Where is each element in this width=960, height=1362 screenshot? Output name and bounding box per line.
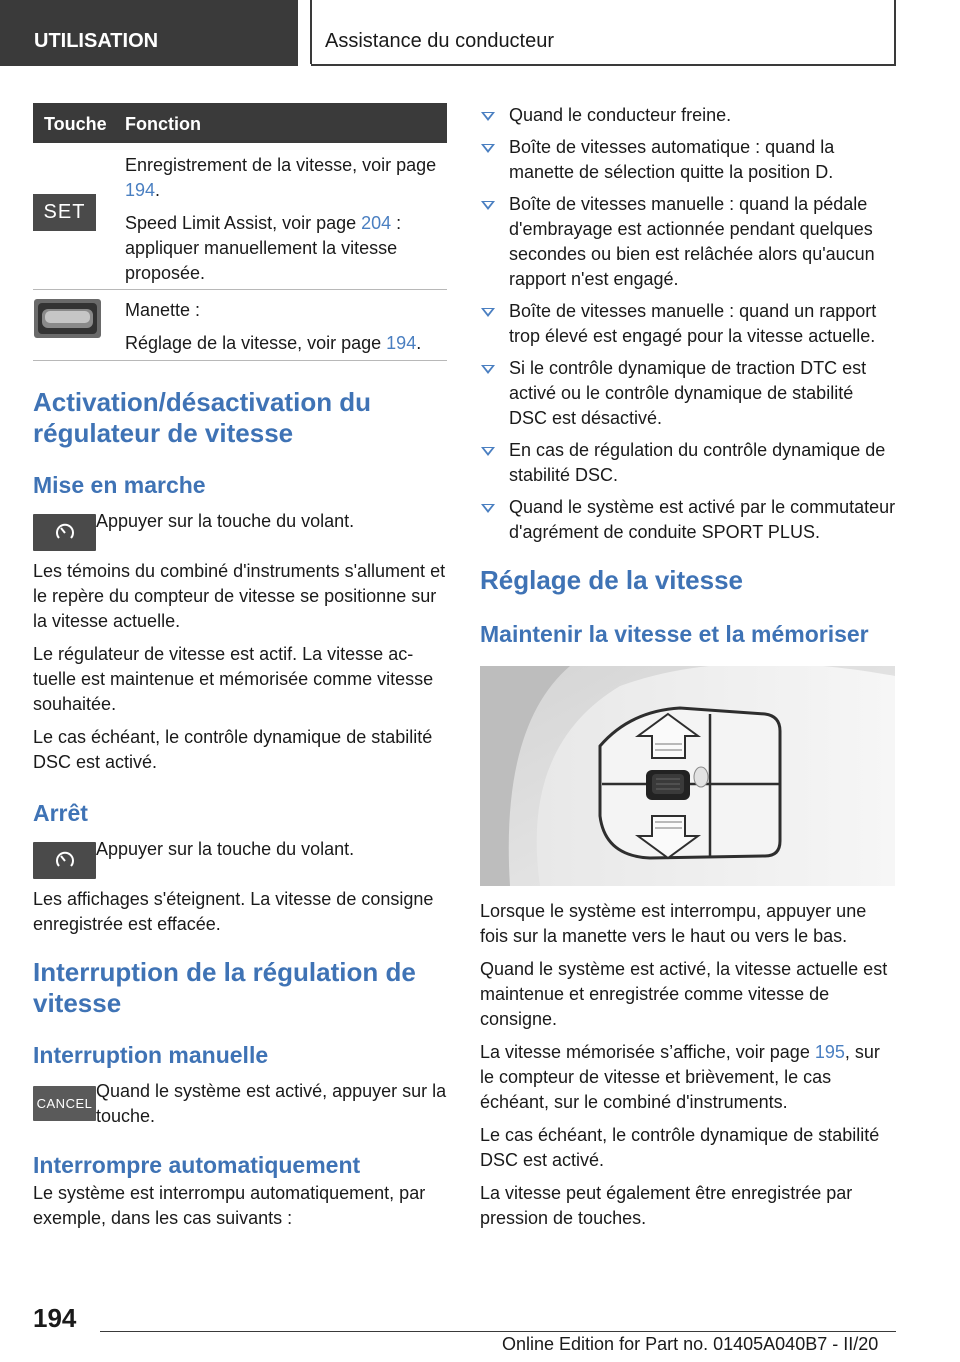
triangle-bullet-icon — [481, 201, 495, 210]
edition-text: Online Edition for Part no. 01405A040B7 - II/20 — [502, 1334, 879, 1354]
page-header — [0, 0, 960, 66]
heading-activation: Activation/désactivation du régulateur de vitesse — [33, 387, 372, 448]
right-column: Quand le conducteur freine. Boîte de vitesses automatique : quand la manette de sélection quitte la position D. Boîte de vitesses manuelle : quand la pédale d'embrayage est actionnée pendant quelques secondes ou bien est relâchée alors qu'aucun rapport n'est engagé. Boîte de vitesses manuelle : quand un rapport trop élevé est engagé pour la vitesse actuelle. Si le contrôle dynamique de traction DTC est activé ou le contrôle dynamique de stabilité DSC est désactivé. En cas de régulation du contrôle dynamique de stabilité DSC. Quand le système est activé par le commutateur d'agrément de conduite SPORT PLUS. Réglage de la vitesse Maintenir la vitesse et la mémoriser Lorsque le système est interrompu, appuyer une fois sur la manette vers le haut ou vers le bas. Quand le système est activé, la vitesse actuelle est maintenue et enregistrée comme vitesse de consigne. La vitesse mémorisée s’affiche, voir page 195, sur le compteur de vitesse et brièvement, le cas échéant, sur le combiné d'instruments. Le cas échéant, le contrôle dynamique de stabilité DSC est activé. La vitesse peut également être enregistrée par pression de touches. — [480, 105, 896, 1228]
list-item: Si le contrôle dynamique de traction DTC est activé ou le contrôle dynamique de stabilité DSC est désactivé. — [480, 356, 896, 431]
page-link[interactable]: 195 — [814, 1042, 845, 1062]
list-item: Boîte de vitesses manuelle : quand la pédale d'embrayage est actionnée pendant quelques secondes ou bien est relâchée alors qu'aucun rapport n'est engagé. — [480, 192, 896, 292]
heading-setting: Réglage de la vitesse — [480, 565, 744, 595]
list-item: Boîte de vitesses automatique : quand la manette de sélection quitte la position D. — [480, 135, 896, 185]
heading-interrupt: Interruption de la régulation de vitesse — [33, 957, 416, 1018]
triangle-bullet-icon — [481, 308, 495, 317]
left-column: Touche Fonction SET Enregistrement de la vitesse, voir page 194. Speed Limit Assist, voir page 204 : appliquer manuellement la vitesse proposée. Manette : Réglage de la vitesse, voir page 194. Activation/désactivation du régulateur de vitesse Mise en marche Appuyer sur la touche du volant. Les témoins du combiné d'instruments s'allument et le repère du compteur de vitesse se positionne sur la vitesse actuelle. Le régulateur de vitesse est actif. La vitesse actuelle est maintenue et mémorisée comme vitesse souhaitée. Le cas échéant, le contrôle dynamique de stabilité DSC est activé. Arrêt Appuyer sur la touche du volant. Les affichages s'éteignent. La vitesse de consigne enregistrée est effacée. Interruption de la régulation de vitesse Interruption manuelle CANCEL Quand le système est activé, appuyer sur la touche. Interrompre automatiquement Le système est interrompu automatiquement, par exemple, dans les cas suivants : — [33, 103, 447, 1239]
triangle-bullet-icon — [481, 365, 495, 374]
triangle-bullet-icon — [481, 144, 495, 153]
table-row: SET Enregistrement de la vitesse, voir page 194. Speed Limit Assist, voir page 204 : appliquer manuellement la vitesse proposée. — [33, 143, 447, 290]
cruise-control-button-icon — [33, 514, 96, 551]
table-header — [33, 103, 447, 143]
table-col-function: Fonction — [125, 114, 201, 134]
list-item: En cas de régulation du contrôle dynamique de stabilité DSC. — [480, 438, 896, 488]
set-button-icon: SET — [33, 194, 96, 231]
heading-manual: Interruption manuelle — [33, 1042, 269, 1068]
triangle-bullet-icon — [481, 447, 495, 456]
page-number: 194 — [33, 1303, 77, 1333]
heading-keep: Maintenir la vitesse et la mémoriser — [480, 621, 869, 647]
triangle-bullet-icon — [481, 112, 495, 121]
cancel-button-icon: CANCEL — [33, 1086, 96, 1121]
page-link[interactable]: 194 — [386, 333, 417, 353]
section-tab: UTILISATION — [0, 0, 298, 66]
heading-off: Arrêt — [33, 800, 88, 826]
heading-auto: Interrompre automatiquement — [33, 1152, 361, 1178]
list-item: Quand le conducteur freine. — [480, 103, 896, 128]
footer-divider — [100, 1331, 896, 1332]
interrupt-conditions-list — [480, 103, 896, 545]
triangle-bullet-icon — [481, 504, 495, 513]
rocker-switch-icon — [33, 298, 102, 344]
list-item: Quand le système est activé par le commutateur d'agrément de conduite SPORT PLUS. — [480, 495, 896, 545]
page-link[interactable]: 194 — [125, 180, 156, 200]
table-col-key: Touche — [44, 114, 107, 134]
heading-on: Mise en marche — [33, 472, 206, 498]
page-link[interactable]: 204 — [361, 213, 392, 233]
steering-wheel-controls-photo — [480, 666, 895, 886]
chapter-title: Assistance du conducteur — [311, 0, 896, 66]
list-item: Boîte de vitesses manuelle : quand un rapport trop élevé est engagé pour la vitesse actuelle. — [480, 299, 896, 349]
table-row: Manette : Réglage de la vitesse, voir page 194. — [33, 290, 447, 361]
cruise-control-button-icon — [33, 842, 96, 879]
